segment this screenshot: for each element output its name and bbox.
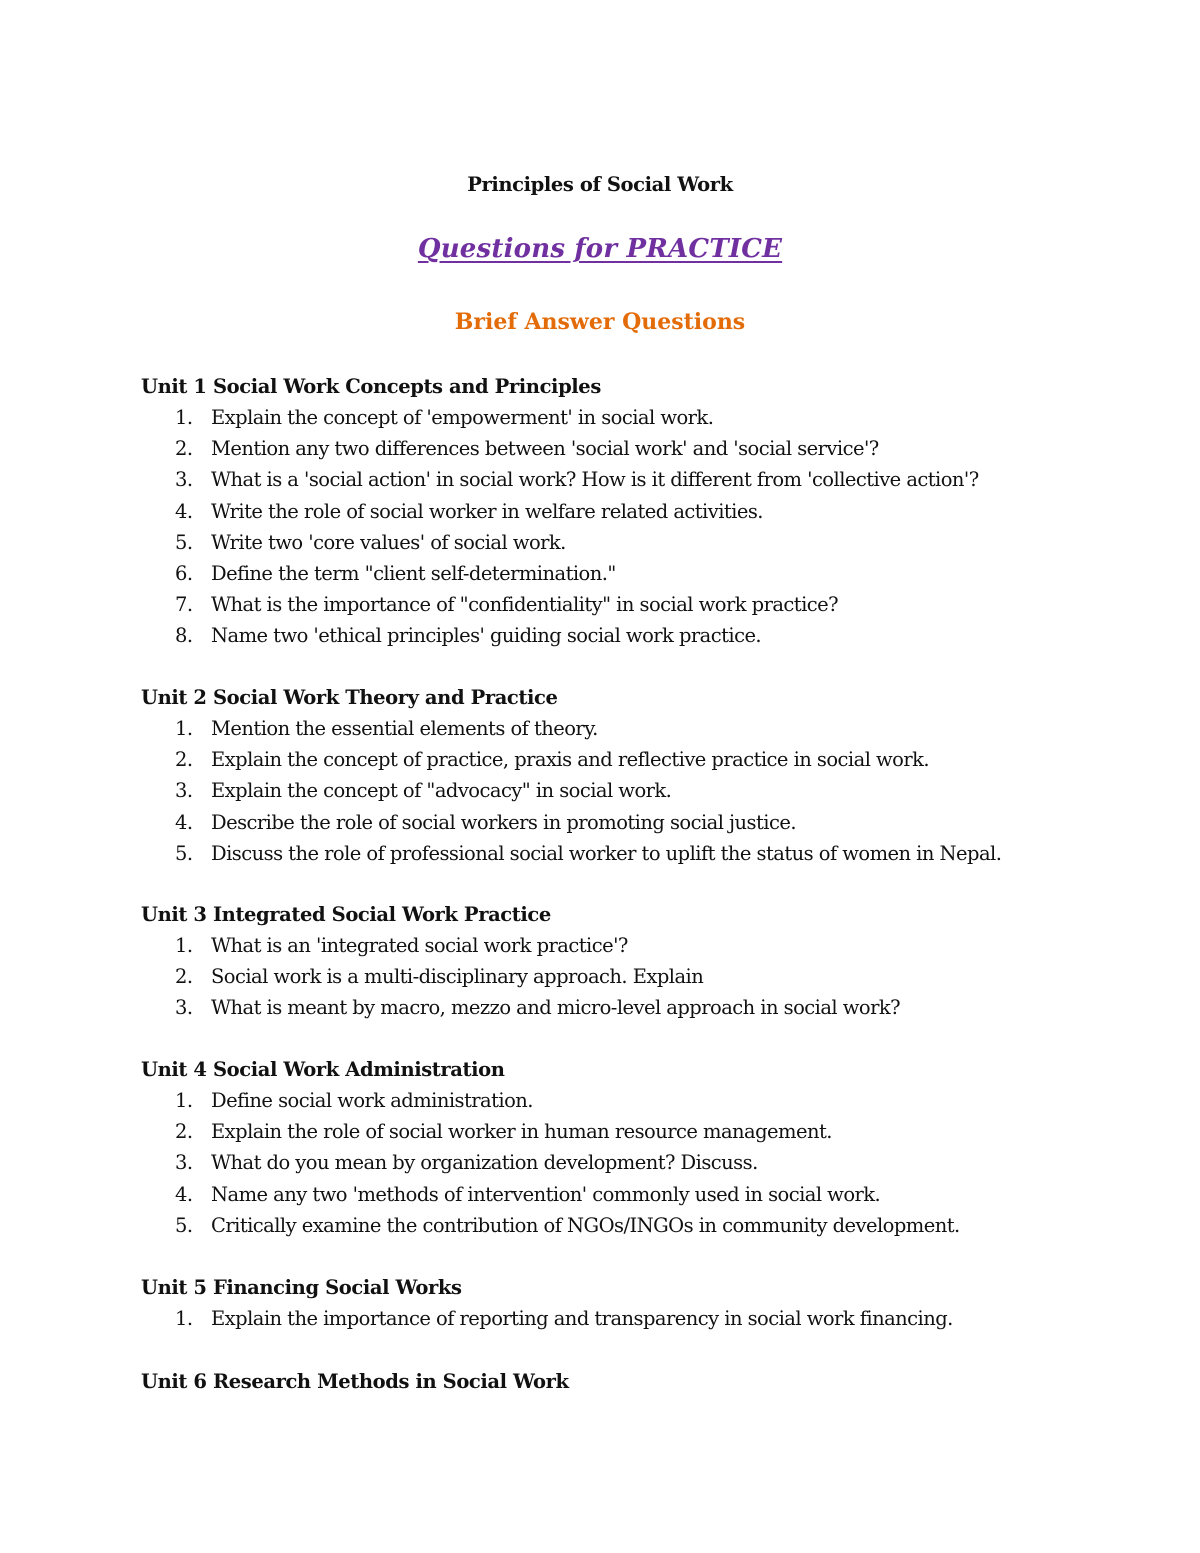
question-number: 6. bbox=[175, 561, 193, 585]
unit-4-heading: Unit 4 Social Work Administration bbox=[141, 1058, 505, 1081]
question-number: 2. bbox=[175, 965, 193, 989]
question-number: 4. bbox=[175, 1182, 193, 1206]
unit-6-heading: Unit 6 Research Methods in Social Work bbox=[141, 1370, 569, 1393]
unit-1-question-list bbox=[141, 402, 1141, 652]
question-text: Explain the concept of practice, praxis and reflective practice in social work. bbox=[211, 748, 930, 772]
question-number: 4. bbox=[175, 499, 193, 523]
question-item bbox=[141, 464, 1141, 495]
question-number: 7. bbox=[175, 593, 193, 617]
unit-1-section bbox=[141, 371, 1141, 652]
question-text: Explain the concept of "advocacy" in social work. bbox=[211, 779, 672, 803]
practice-heading: Questions for PRACTICE bbox=[417, 234, 783, 264]
unit-1-heading: Unit 1 Social Work Concepts and Principles bbox=[141, 375, 601, 398]
question-number: 1. bbox=[175, 1307, 193, 1330]
question-text: Explain the role of social worker in human resource management. bbox=[211, 1120, 832, 1144]
question-item bbox=[141, 433, 1141, 464]
question-number: 3. bbox=[175, 996, 193, 1020]
question-text: Mention the essential elements of theory. bbox=[211, 717, 598, 740]
question-item bbox=[141, 930, 1141, 961]
unit-5-heading: Unit 5 Financing Social Works bbox=[141, 1276, 462, 1299]
question-text: What is meant by macro, mezzo and micro-level approach in social work? bbox=[211, 996, 901, 1020]
question-number: 2. bbox=[175, 748, 193, 772]
question-number: 5. bbox=[175, 530, 193, 554]
question-item bbox=[141, 589, 1141, 620]
question-item bbox=[141, 1210, 1141, 1241]
question-number: 8. bbox=[175, 624, 193, 648]
question-text: What do you mean by organization development? Discuss. bbox=[211, 1151, 758, 1175]
question-number: 3. bbox=[175, 779, 193, 803]
question-text: Social work is a multi-disciplinary approach. Explain bbox=[211, 965, 704, 989]
question-item bbox=[141, 1116, 1141, 1147]
question-number: 4. bbox=[175, 810, 193, 834]
question-text: Discuss the role of professional social worker to uplift the status of women in Nepal. bbox=[211, 841, 1002, 865]
question-text: Write the role of social worker in welfare related activities. bbox=[211, 499, 763, 523]
question-item bbox=[141, 558, 1141, 589]
unit-3-section bbox=[141, 899, 1141, 1024]
document-title: Principles of Social Work bbox=[467, 173, 733, 196]
question-number: 1. bbox=[175, 717, 193, 740]
question-number: 2. bbox=[175, 1120, 193, 1144]
unit-3-heading: Unit 3 Integrated Social Work Practice bbox=[141, 903, 551, 926]
question-text: Critically examine the contribution of NGOs/INGOs in community development. bbox=[211, 1213, 960, 1237]
question-text: Describe the role of social workers in promoting social justice. bbox=[211, 810, 797, 834]
unit-2-heading: Unit 2 Social Work Theory and Practice bbox=[141, 686, 558, 709]
question-number: 5. bbox=[175, 841, 193, 865]
unit-2-question-list bbox=[141, 713, 1141, 869]
question-item bbox=[141, 527, 1141, 558]
question-text: Explain the concept of 'empowerment' in social work. bbox=[211, 406, 714, 429]
question-item bbox=[141, 1303, 1141, 1334]
question-text: Mention any two differences between 'social work' and 'social service'? bbox=[211, 437, 879, 461]
question-number: 1. bbox=[175, 934, 193, 957]
question-item bbox=[141, 775, 1141, 806]
question-number: 2. bbox=[175, 437, 193, 461]
unit-5-section bbox=[141, 1272, 1141, 1334]
question-item bbox=[141, 1147, 1141, 1178]
question-item bbox=[141, 961, 1141, 992]
question-text: Define social work administration. bbox=[211, 1089, 533, 1112]
question-number: 3. bbox=[175, 1151, 193, 1175]
question-text: What is a 'social action' in social work? How is it different from 'collective action'? bbox=[211, 468, 979, 492]
question-item bbox=[141, 807, 1141, 838]
question-number: 3. bbox=[175, 468, 193, 492]
question-item bbox=[141, 713, 1141, 744]
question-text: What is the importance of "confidentiality" in social work practice? bbox=[211, 593, 839, 617]
question-item bbox=[141, 496, 1141, 527]
question-text: Name two 'ethical principles' guiding social work practice. bbox=[211, 624, 762, 648]
unit-4-question-list bbox=[141, 1085, 1141, 1241]
question-number: 1. bbox=[175, 406, 193, 429]
question-number: 1. bbox=[175, 1089, 193, 1112]
question-item bbox=[141, 992, 1141, 1023]
question-text: Define the term "client self-determination." bbox=[211, 561, 616, 585]
unit-6-section bbox=[141, 1366, 1141, 1397]
question-text: Write two 'core values' of social work. bbox=[211, 530, 566, 554]
unit-2-section bbox=[141, 682, 1141, 869]
question-item bbox=[141, 620, 1141, 651]
unit-4-section bbox=[141, 1054, 1141, 1241]
question-item bbox=[141, 838, 1141, 869]
unit-5-question-list bbox=[141, 1303, 1141, 1334]
question-item bbox=[141, 1085, 1141, 1116]
brief-answer-heading: Brief Answer Questions bbox=[454, 309, 746, 335]
question-text: Name any two 'methods of intervention' commonly used in social work. bbox=[211, 1182, 881, 1206]
question-item bbox=[141, 402, 1141, 433]
question-item bbox=[141, 744, 1141, 775]
question-text: What is an 'integrated social work practice'? bbox=[211, 934, 628, 957]
question-item bbox=[141, 1179, 1141, 1210]
question-number: 5. bbox=[175, 1213, 193, 1237]
unit-3-question-list bbox=[141, 930, 1141, 1024]
question-text: Explain the importance of reporting and transparency in social work financing. bbox=[211, 1307, 953, 1330]
